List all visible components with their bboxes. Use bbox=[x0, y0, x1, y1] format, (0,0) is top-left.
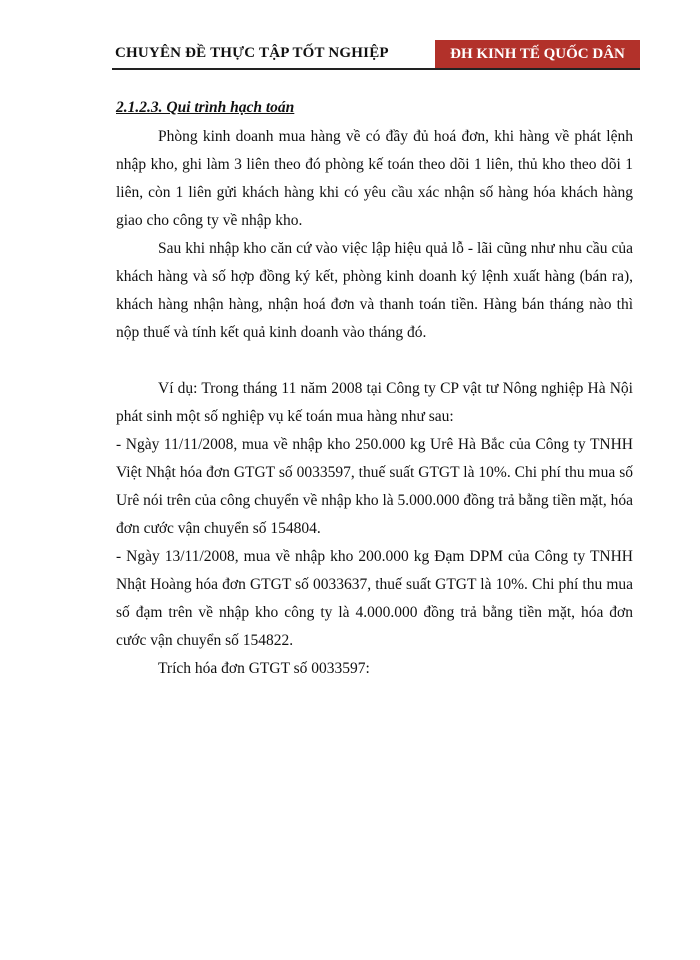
paragraph-sales-process: Sau khi nhập kho căn cứ vào việc lập hiệu quả lỗ - lãi cũng như nhu cầu của khách hàng và số hợp đồng ký kết, phòng kinh doanh ký lệnh xuất hàng (bán ra), khách hàng nhận hàng, nhận hoá đơn và thanh toán tiền. Hàng bán tháng nào thì nộp thuế và tính kết quả kinh doanh vào tháng đó. bbox=[116, 240, 633, 341]
header-university-badge: ĐH KINH TẾ QUỐC DÂN bbox=[435, 40, 640, 68]
section-heading: 2.1.2.3. Qui trình hạch toán bbox=[116, 99, 295, 116]
paragraph-transaction-1: - Ngày 11/11/2008, mua về nhập kho 250.000 kg Urê Hà Bắc của Công ty TNHH Việt Nhật hóa đơn GTGT số 0033597, thuế suất GTGT là 10%. Chi phí thu mua số Urê nói trên của công chuyển về nhập kho là 5.000.000 đồng trả bằng tiền mặt, hóa đơn cước vận chuyển số 154804. bbox=[116, 436, 633, 537]
paragraph-example-intro: Ví dụ: Trong tháng 11 năm 2008 tại Công ty CP vật tư Nông nghiệp Hà Nội phát sinh một số nghiệp vụ kế toán mua hàng như sau: bbox=[116, 380, 633, 425]
document-body bbox=[116, 94, 633, 683]
blank-line bbox=[116, 347, 633, 375]
header-thesis-title: CHUYÊN ĐỀ THỰC TẬP TỐT NGHIỆP bbox=[115, 45, 389, 61]
paragraph-purchase-process: Phòng kinh doanh mua hàng về có đầy đủ hoá đơn, khi hàng về phát lệnh nhập kho, ghi làm 3 liên theo đó phòng kế toán theo dõi 1 liên, thủ kho theo dõi 1 liên, còn 1 liên gửi khách hàng khi có yêu cầu xác nhận số hàng hóa khách hàng giao cho công ty về nhập kho. bbox=[116, 128, 633, 229]
header-divider bbox=[112, 68, 640, 70]
page-header bbox=[112, 40, 640, 68]
paragraph-transaction-2: - Ngày 13/11/2008, mua về nhập kho 200.000 kg Đạm DPM của Công ty TNHH Nhật Hoàng hóa đơn GTGT số 0033637, thuế suất GTGT là 10%. Chi phí thu mua số đạm trên về nhập kho công ty là 4.000.000 đồng trả bằng tiền mặt, hóa đơn cước vận chuyển số 154822. bbox=[116, 548, 633, 649]
paragraph-invoice-extract: Trích hóa đơn GTGT số 0033597: bbox=[158, 660, 370, 677]
